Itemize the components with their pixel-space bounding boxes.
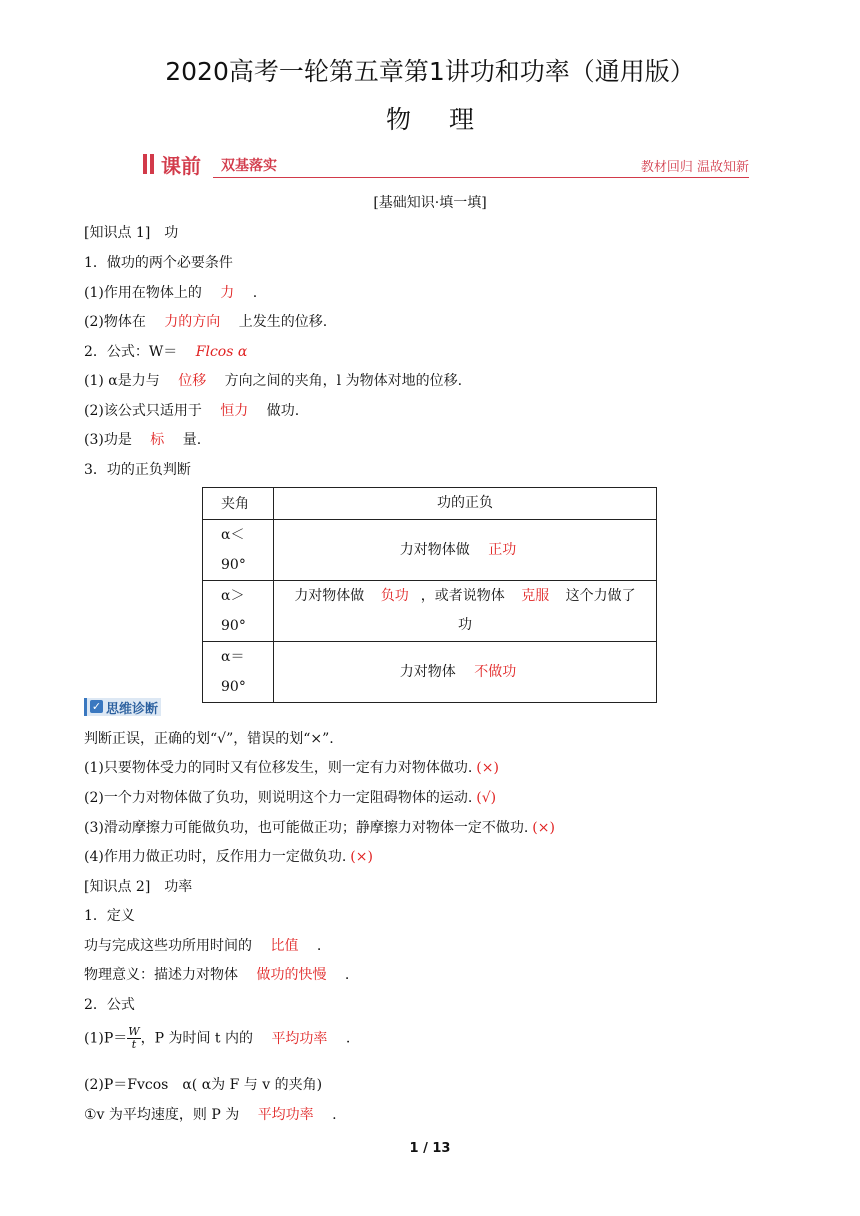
kp2-formula-1 (84, 1026, 350, 1051)
answer: 负功 (380, 588, 409, 604)
sign-cell (274, 581, 657, 642)
answer: (√) (476, 790, 497, 806)
text: 力对物体 (399, 663, 456, 680)
answer: (×) (476, 760, 499, 776)
text: 力对物体做 (399, 541, 470, 558)
angle-cond: α＜ (221, 527, 245, 543)
text: (3)功是 (84, 432, 132, 448)
kp1-item2-3 (84, 429, 201, 449)
section-banner (143, 150, 749, 178)
sign-cell (274, 642, 657, 703)
text: (1)P＝ (84, 1030, 128, 1047)
answer: Flcos α (195, 344, 248, 360)
answer: 做功的快慢 (256, 967, 327, 983)
answer: (×) (532, 820, 555, 836)
text: 做功. (266, 403, 300, 419)
text: . (252, 285, 258, 301)
kp2-definition (84, 935, 321, 955)
table-header-cell: 功的正负 (274, 488, 657, 520)
answer: 位移 (178, 373, 207, 389)
table-header-cell: 夹角 (203, 488, 274, 520)
answer: 平均功率 (257, 1107, 314, 1123)
text: 功 (458, 617, 472, 633)
kp2-formula-2-1 (84, 1104, 337, 1124)
text: . (316, 938, 322, 954)
text: (1)作用在物体上的 (84, 285, 202, 301)
kp1-item3: 3．功的正负判断 (84, 462, 191, 478)
sign-cell (274, 520, 657, 581)
diagnosis-item (84, 817, 555, 837)
work-sign-table (202, 487, 657, 703)
text: 力对物体做 (294, 588, 365, 604)
banner-sub-label: 双基落实 (221, 158, 277, 174)
text: (3)滑动摩擦力可能做负功，也可能做正功；静摩擦力对物体一定不做功. (84, 820, 529, 836)
text: (1)只要物体受力的同时又有位移发生，则一定有力对物体做功. (84, 760, 473, 776)
answer: 平均功率 (271, 1030, 328, 1047)
text: 物理意义：描述力对物体 (84, 967, 238, 983)
text: 方向之间的夹角，l 为物体对地的位移. (224, 373, 463, 389)
denominator: t (131, 1038, 137, 1051)
table-row (203, 520, 657, 581)
table-row (203, 642, 657, 703)
answer: 力 (220, 285, 235, 301)
fraction (127, 1026, 140, 1051)
badge-label: 思维诊断 (106, 702, 159, 717)
angle-cond: α＝ (221, 649, 245, 665)
diagnosis-badge (84, 698, 161, 716)
kp2-item1: 1．定义 (84, 908, 135, 924)
angle-cond: α＞ (221, 588, 245, 604)
banner-bar (143, 154, 147, 174)
angle-value: 90° (221, 679, 246, 695)
diagnosis-item (84, 846, 373, 866)
text: 上发生的位移. (238, 314, 328, 330)
diagnosis-intro: 判断正误，正确的划“√”，错误的划“×”. (84, 731, 334, 747)
page-title: 2020高考一轮第五章第1讲功和功率（通用版） (165, 57, 695, 86)
kp1-item2-1 (84, 370, 462, 390)
kp1-item1: 1．做功的两个必要条件 (84, 255, 233, 271)
answer: 克服 (521, 588, 550, 604)
kp1-heading: [知识点 1] 功 (84, 225, 179, 241)
angle-cell (203, 642, 274, 703)
kp2-item2: 2．公式 (84, 997, 135, 1013)
text: (1) α是力与 (84, 373, 160, 389)
page-number: 1 / 13 (409, 1141, 451, 1156)
angle-value: 90° (221, 557, 246, 573)
banner-bar (150, 154, 154, 174)
angle-cell (203, 520, 274, 581)
kp2-formula-2: (2)P＝Fvcos α( α为 F 与 v 的夹角) (84, 1077, 323, 1093)
section-heading: [基础知识·填一填] (373, 195, 487, 211)
text: . (344, 967, 350, 983)
text: (2)物体在 (84, 314, 146, 330)
text: . (332, 1107, 337, 1123)
text: . (345, 1030, 351, 1047)
text: 量. (182, 432, 202, 448)
text: 功与完成这些功所用时间的 (84, 938, 252, 954)
answer: 正功 (488, 541, 517, 558)
angle-value: 90° (221, 618, 246, 634)
answer: (×) (350, 849, 373, 865)
text: 这个力做了 (565, 588, 636, 604)
table-row (203, 581, 657, 642)
kp2-meaning (84, 964, 349, 984)
check-icon: ✓ (91, 700, 102, 713)
text: ，或者说物体 (420, 588, 505, 604)
banner-main-label: 课前 (161, 154, 201, 178)
text: (2)一个力对物体做了负功，则说明这个力一定阻碍物体的运动. (84, 790, 473, 806)
answer: 比值 (270, 938, 299, 954)
text: ，P 为时间 t 内的 (140, 1030, 253, 1047)
banner-right-label: 教材回归 温故知新 (640, 160, 749, 175)
subject-heading: 物理 (385, 105, 512, 134)
banner-rule (213, 177, 749, 178)
text: ①v 为平均速度，则 P 为 (84, 1107, 240, 1123)
kp1-item1-1 (84, 282, 257, 302)
text: 2．公式：W＝ (84, 344, 178, 360)
answer: 标 (150, 432, 165, 448)
answer: 力的方向 (164, 314, 221, 330)
text: (4)作用力做正功时，反作用力一定做负功. (84, 849, 347, 865)
table-header-row (203, 488, 657, 520)
diagnosis-item (84, 787, 496, 807)
text: (2)该公式只适用于 (84, 403, 202, 419)
kp1-item2 (84, 341, 261, 361)
angle-cell (203, 581, 274, 642)
answer: 恒力 (220, 403, 249, 419)
kp1-item1-2 (84, 311, 327, 331)
answer: 不做功 (474, 663, 517, 680)
kp2-heading: [知识点 2] 功率 (84, 879, 193, 895)
kp1-item2-2 (84, 400, 299, 420)
numerator: W (128, 1025, 140, 1038)
diagnosis-item (84, 757, 499, 777)
